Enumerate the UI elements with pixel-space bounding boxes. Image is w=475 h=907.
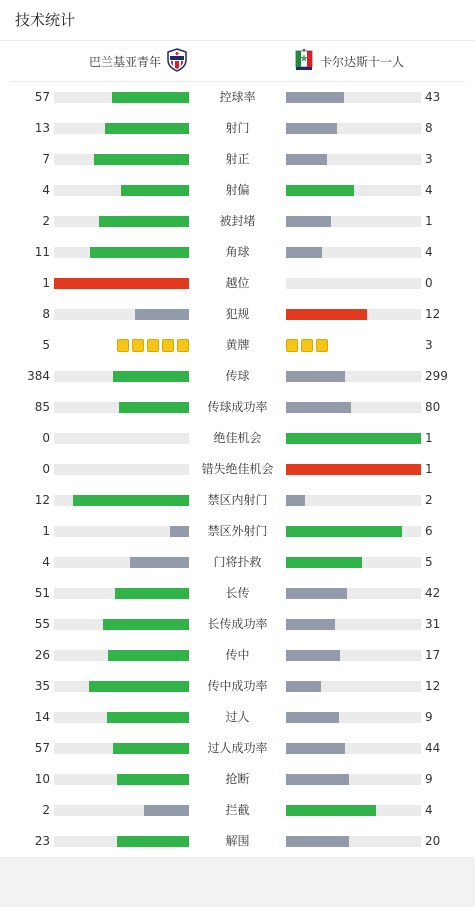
away-stat-value: 17 (425, 648, 441, 662)
stat-label: 解围 (225, 834, 250, 848)
home-stat-bar (54, 123, 189, 134)
home-stat-value: 57 (34, 90, 50, 104)
away-stat-value: 0 (425, 276, 433, 290)
away-stat-bar-fill (286, 309, 367, 320)
stat-row (0, 299, 475, 330)
home-stat-bar-fill (99, 216, 189, 227)
away-team-name: 卡尔达斯十一人 (320, 54, 405, 69)
home-stat-bar (54, 309, 189, 320)
stat-label: 传中 (225, 648, 250, 662)
away-stat-bar (286, 619, 421, 630)
stat-label: 犯规 (225, 307, 250, 321)
home-stat-bar (54, 247, 189, 258)
away-stat-bar-fill (286, 123, 337, 134)
home-stat-bar (54, 402, 189, 413)
home-stat-value: 2 (42, 803, 50, 817)
away-stat-bar (286, 836, 421, 847)
away-yellow-cards (286, 339, 328, 352)
stat-label: 控球率 (219, 90, 256, 104)
home-stat-bar (54, 92, 189, 103)
stat-label: 过人 (225, 710, 250, 724)
yellow-card-icon (316, 339, 328, 352)
away-stat-bar-fill (286, 92, 344, 103)
away-team (294, 49, 404, 73)
stat-row (0, 640, 475, 671)
away-stat-value: 4 (425, 183, 433, 197)
home-stat-value: 4 (42, 555, 50, 569)
away-stat-bar-fill (286, 371, 345, 382)
stat-label: 黄牌 (225, 338, 250, 352)
stat-row (0, 795, 475, 826)
stat-row (0, 268, 475, 299)
home-stat-bar-fill (144, 805, 189, 816)
yellow-card-icon (286, 339, 298, 352)
stat-label: 传球成功率 (207, 400, 268, 414)
away-stat-bar-fill (286, 588, 347, 599)
away-stat-value: 20 (425, 834, 441, 848)
stat-row (0, 733, 475, 764)
home-stat-bar-fill (107, 712, 189, 723)
home-stat-bar (54, 185, 189, 196)
home-stat-value: 57 (34, 741, 50, 755)
away-stat-bar-fill (286, 774, 349, 785)
home-stat-bar-fill (54, 278, 189, 289)
away-stat-bar-fill (286, 495, 305, 506)
away-stat-bar (286, 805, 421, 816)
stat-row (0, 113, 475, 144)
yellow-card-icon (132, 339, 144, 352)
home-stat-bar-fill (112, 92, 189, 103)
away-stat-bar-fill (286, 805, 376, 816)
yellow-card-icon (117, 339, 129, 352)
home-stat-value: 5 (42, 338, 50, 352)
home-stat-bar (54, 774, 189, 785)
stat-row (0, 361, 475, 392)
away-stat-bar-fill (286, 619, 335, 630)
home-stat-value: 8 (42, 307, 50, 321)
stat-label: 门将扑救 (213, 555, 262, 569)
away-stat-bar (286, 216, 421, 227)
away-stat-value: 42 (425, 586, 441, 600)
home-team (89, 49, 188, 73)
stat-row (0, 423, 475, 454)
away-stat-bar (286, 774, 421, 785)
yellow-card-icon (301, 339, 313, 352)
stat-label: 被封堵 (219, 214, 256, 228)
home-stat-bar (54, 681, 189, 692)
home-stat-value: 55 (34, 617, 50, 631)
stat-label: 传中成功率 (207, 679, 268, 693)
away-stat-bar-fill (286, 247, 322, 258)
home-stat-value: 85 (34, 400, 50, 414)
home-stat-value: 23 (34, 834, 50, 848)
away-stat-value: 12 (425, 307, 441, 321)
away-stat-value: 8 (425, 121, 433, 135)
home-stat-bar-fill (90, 247, 189, 258)
away-stat-bar-fill (286, 836, 349, 847)
away-stat-bar-fill (286, 743, 345, 754)
stat-label: 角球 (225, 245, 250, 259)
home-stat-value: 11 (34, 245, 50, 259)
away-stat-bar (286, 371, 421, 382)
home-stat-bar-fill (119, 402, 189, 413)
home-stat-bar (54, 619, 189, 630)
home-stat-bar (54, 805, 189, 816)
away-stat-bar (286, 557, 421, 568)
away-stat-bar-fill (286, 681, 321, 692)
away-stat-value: 299 (425, 369, 448, 383)
home-stat-bar-fill (117, 836, 189, 847)
stat-row (0, 826, 475, 857)
away-team-crest-icon (294, 48, 314, 75)
stat-row (0, 702, 475, 733)
home-stat-value: 1 (42, 276, 50, 290)
stat-label: 越位 (225, 276, 250, 290)
home-stat-bar-fill (113, 371, 189, 382)
home-team-name: 巴兰基亚青年 (88, 54, 161, 69)
away-stat-value: 3 (425, 152, 433, 166)
home-stat-bar (54, 557, 189, 568)
away-stat-bar (286, 154, 421, 165)
away-stat-bar (286, 309, 421, 320)
away-stat-value: 2 (425, 493, 433, 507)
away-stat-bar (286, 247, 421, 258)
stat-row (0, 392, 475, 423)
home-stat-bar (54, 464, 189, 475)
stat-row (0, 206, 475, 237)
stat-row (0, 547, 475, 578)
away-stat-bar (286, 123, 421, 134)
yellow-card-icon (162, 339, 174, 352)
home-stat-value: 14 (34, 710, 50, 724)
stat-row (0, 516, 475, 547)
away-stat-value: 1 (425, 431, 433, 445)
away-stat-bar-fill (286, 712, 339, 723)
stat-row (0, 609, 475, 640)
away-stat-bar (286, 712, 421, 723)
page-title: 技术统计 (15, 11, 76, 29)
stat-label: 禁区外射门 (207, 524, 268, 538)
away-stat-value: 4 (425, 803, 433, 817)
home-stat-value: 51 (34, 586, 50, 600)
away-stat-bar-fill (286, 216, 331, 227)
stat-row (0, 82, 475, 113)
away-stat-bar-fill (286, 154, 327, 165)
away-stat-bar (286, 464, 421, 475)
home-stat-bar (54, 433, 189, 444)
away-stat-value: 3 (425, 338, 433, 352)
away-stat-bar (286, 495, 421, 506)
away-stat-bar (286, 743, 421, 754)
away-stat-value: 80 (425, 400, 441, 414)
away-stat-bar-fill (286, 557, 362, 568)
away-stat-bar (286, 185, 421, 196)
home-stat-bar-fill (103, 619, 189, 630)
away-stat-value: 43 (425, 90, 441, 104)
home-stat-value: 0 (42, 431, 50, 445)
home-stat-value: 7 (42, 152, 50, 166)
stat-row (0, 330, 475, 361)
home-stat-value: 35 (34, 679, 50, 693)
home-stat-value: 10 (34, 772, 50, 786)
stat-row (0, 237, 475, 268)
home-stat-value: 0 (42, 462, 50, 476)
home-stat-bar-fill (130, 557, 189, 568)
stat-label: 传球 (225, 369, 250, 383)
stat-row (0, 175, 475, 206)
away-stat-value: 4 (425, 245, 433, 259)
stat-label: 长传 (225, 586, 250, 600)
away-stat-bar-fill (286, 526, 402, 537)
home-stat-value: 13 (34, 121, 50, 135)
away-stat-bar (286, 278, 421, 289)
home-stat-bar-fill (115, 588, 189, 599)
stat-label: 射门 (225, 121, 250, 135)
away-stat-bar (286, 681, 421, 692)
home-yellow-cards (117, 339, 189, 352)
stat-label: 射正 (225, 152, 250, 166)
home-team-crest-icon (166, 48, 188, 75)
home-stat-bar (54, 836, 189, 847)
stat-label: 长传成功率 (207, 617, 268, 631)
home-stat-bar-fill (121, 185, 189, 196)
home-stat-bar (54, 495, 189, 506)
away-stat-value: 1 (425, 462, 433, 476)
stat-label: 拦截 (225, 803, 250, 817)
stat-label: 错失绝佳机会 (201, 462, 274, 476)
away-stat-bar (286, 92, 421, 103)
yellow-card-icon (147, 339, 159, 352)
stat-label: 绝佳机会 (213, 431, 262, 445)
stat-row (0, 144, 475, 175)
stat-row (0, 764, 475, 795)
home-stat-bar-fill (170, 526, 189, 537)
home-stat-bar-fill (89, 681, 189, 692)
home-stat-bar-fill (117, 774, 189, 785)
stat-label: 射偏 (225, 183, 250, 197)
stat-label: 过人成功率 (207, 741, 268, 755)
yellow-card-icon (177, 339, 189, 352)
stat-label: 抢断 (225, 772, 250, 786)
stat-row (0, 578, 475, 609)
home-stat-bar (54, 278, 189, 289)
away-stat-bar (286, 402, 421, 413)
stat-row (0, 454, 475, 485)
away-stat-bar-fill (286, 185, 354, 196)
home-stat-bar (54, 371, 189, 382)
home-stat-bar (54, 712, 189, 723)
away-stat-value: 9 (425, 710, 433, 724)
away-stat-value: 44 (425, 741, 441, 755)
home-stat-bar (54, 650, 189, 661)
home-stat-value: 2 (42, 214, 50, 228)
home-stat-bar-fill (135, 309, 189, 320)
stat-row (0, 485, 475, 516)
home-stat-value: 4 (42, 183, 50, 197)
home-stat-bar-fill (108, 650, 189, 661)
home-stat-value: 26 (34, 648, 50, 662)
away-stat-bar (286, 433, 421, 444)
away-stat-bar-fill (286, 464, 421, 475)
away-stat-value: 5 (425, 555, 433, 569)
away-stat-value: 6 (425, 524, 433, 538)
away-stat-bar-fill (286, 433, 421, 444)
home-stat-bar (54, 588, 189, 599)
home-stat-bar-fill (113, 743, 189, 754)
home-stat-value: 1 (42, 524, 50, 538)
away-stat-value: 1 (425, 214, 433, 228)
home-stat-bar (54, 743, 189, 754)
stats-list (0, 82, 475, 857)
home-stat-bar-fill (94, 154, 189, 165)
away-stat-bar-fill (286, 402, 351, 413)
away-stat-value: 12 (425, 679, 441, 693)
away-stat-bar-fill (286, 650, 340, 661)
home-stat-bar-fill (73, 495, 189, 506)
away-stat-bar (286, 526, 421, 537)
home-stat-bar (54, 216, 189, 227)
home-stat-bar-fill (105, 123, 189, 134)
away-stat-value: 9 (425, 772, 433, 786)
home-stat-bar (54, 154, 189, 165)
home-stat-value: 12 (34, 493, 50, 507)
stat-label: 禁区内射门 (207, 493, 268, 507)
away-stat-value: 31 (425, 617, 441, 631)
home-stat-value: 384 (27, 369, 50, 383)
away-stat-bar (286, 650, 421, 661)
home-stat-bar (54, 526, 189, 537)
stat-row (0, 671, 475, 702)
away-stat-bar (286, 588, 421, 599)
teams-header (0, 41, 475, 81)
